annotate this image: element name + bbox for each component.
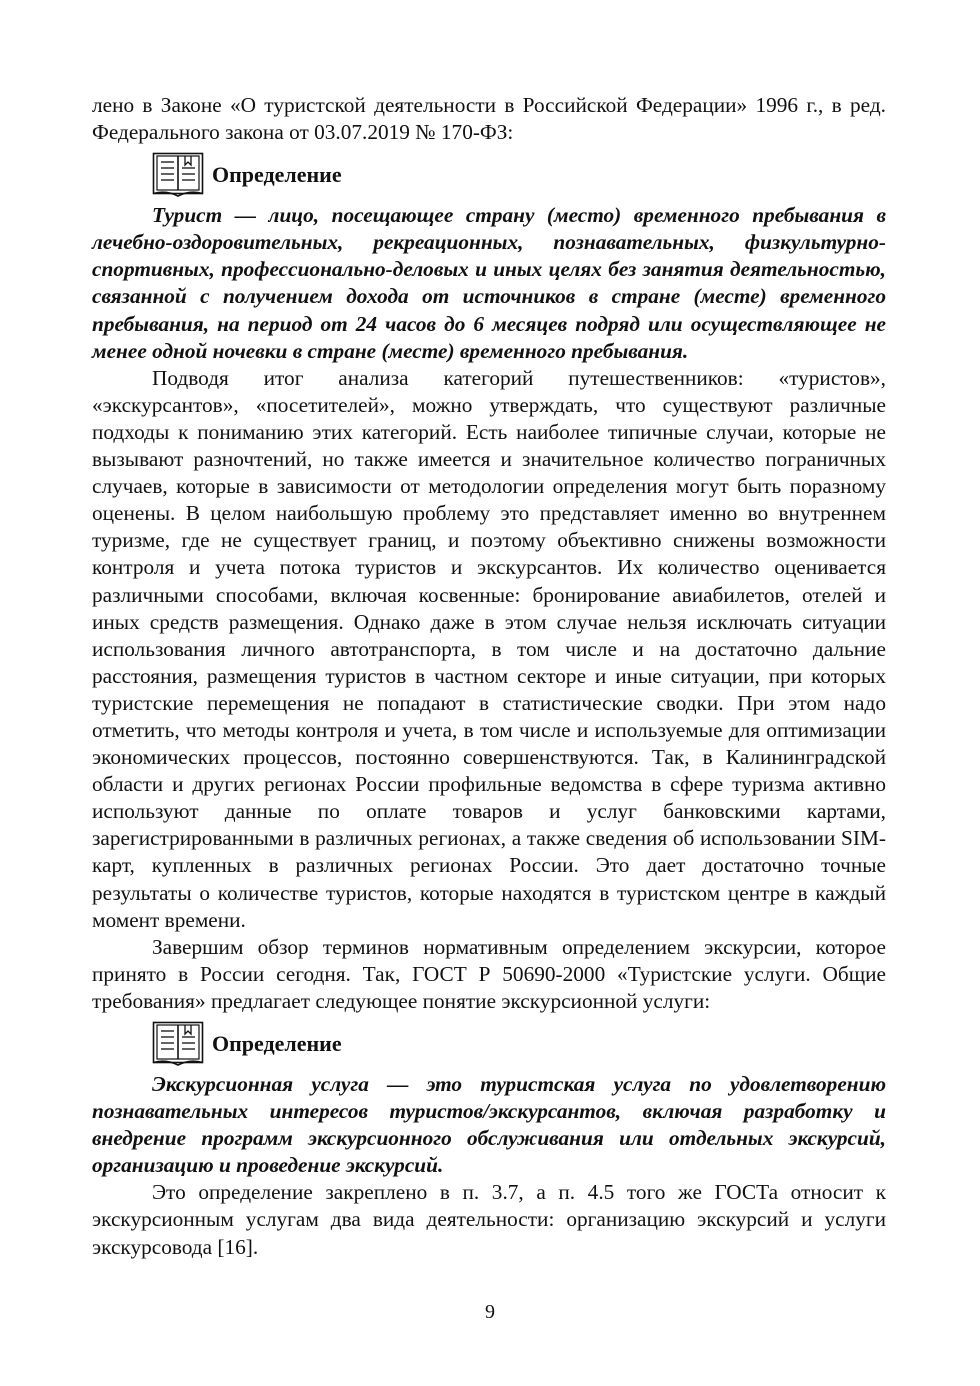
body-paragraph-3: Это определение закреплено в п. 3.7, а п. 4.5 того же ГОСТа относит к экскурсионным услугам два вида деятельности: организацию экскурсий и услуги экскурсовода [16]. bbox=[92, 1180, 886, 1259]
body-paragraph-2: Завершим обзор терминов нормативным определением экскурсии, которое принято в России сегодня. Так, ГОСТ Р 50690-2000 «Туристские услуги. Общие требования» предлагает следующее понятие экскурсионной услуги: bbox=[92, 934, 886, 1013]
definition-heading-label: Определение bbox=[212, 1031, 342, 1056]
intro-paragraph: лено в Законе «О туристской деятельности в Российской Федерации» 1996 г., в ред. Федерального закона от 03.07.2019 № 170-ФЗ: bbox=[92, 93, 886, 145]
book-icon bbox=[152, 1021, 204, 1067]
definition-text-2: Экскурсионная услуга — это туристская услуга по удовлетворению познавательных интересов туристов/экскурсантов, включая разработку и внедрение программ экскурсионного обслуживания или отдельных экскурсий, организацию и проведение экскурсий. bbox=[92, 1072, 886, 1178]
page-body bbox=[92, 92, 886, 1261]
definition-heading-2 bbox=[152, 1021, 886, 1067]
body-paragraph-1: Подводя итог анализа категорий путешественников: «туристов», «экскурсантов», «посетителей», можно утверждать, что существуют различные подходы к пониманию этих категорий. Есть наиболее типичные случаи, которые не вызывают разночтений, но также имеется и значительное количество пограничных случаев, которые в зависимости от методологии определения могут быть поразному оценены. В целом наибольшую проблему это представляет именно во внутреннем туризме, где не существует границ, и поэтому объективно снижены возможности контроля и учета потока туристов и экскурсантов. Их количество оценивается различными способами, включая косвенные: бронирование авиабилетов, отелей и иных средств размещения. Однако даже в этом случае нельзя исключать ситуации использования личного автотранспорта, в том числе и на достаточно дальние расстояния, размещения туристов в частном секторе и иные ситуации, при которых туристские перемещения не попадают в статистические сводки. При этом надо отметить, что методы контроля и учета, в том числе и используемые для оптимизации экономических процессов, постоянно совершенствуются. Так, в Калининградской области и других регионах России профильные ведомства в сфере туризма активно используют данные по оплате товаров и услуг банковскими картами, зарегистрированными в различных регионах, а также сведения об использовании SIM-карт, купленных в различных регионах России. Это дает достаточно точные результаты о количестве туристов, которые находятся в туристском центре в каждый момент времени. bbox=[92, 365, 886, 932]
definition-text-1: Турист — лицо, посещающее страну (место) временного пребывания в лечебно-оздоровительных, рекреационных, познавательных, физкультурно-спортивных, профессионально-деловых и иных целях без занятия деятельностью, связанной с получением дохода от источников в стране (месте) временного пребывания, на период от 24 часов до 6 месяцев подряд или осуществляющее не менее одной ночевки в стране (месте) временного пребывания. bbox=[92, 203, 886, 363]
book-icon bbox=[152, 152, 204, 198]
definition-heading-1 bbox=[152, 152, 886, 198]
definition-heading-label: Определение bbox=[212, 162, 342, 188]
page-number: 9 bbox=[485, 1301, 495, 1323]
